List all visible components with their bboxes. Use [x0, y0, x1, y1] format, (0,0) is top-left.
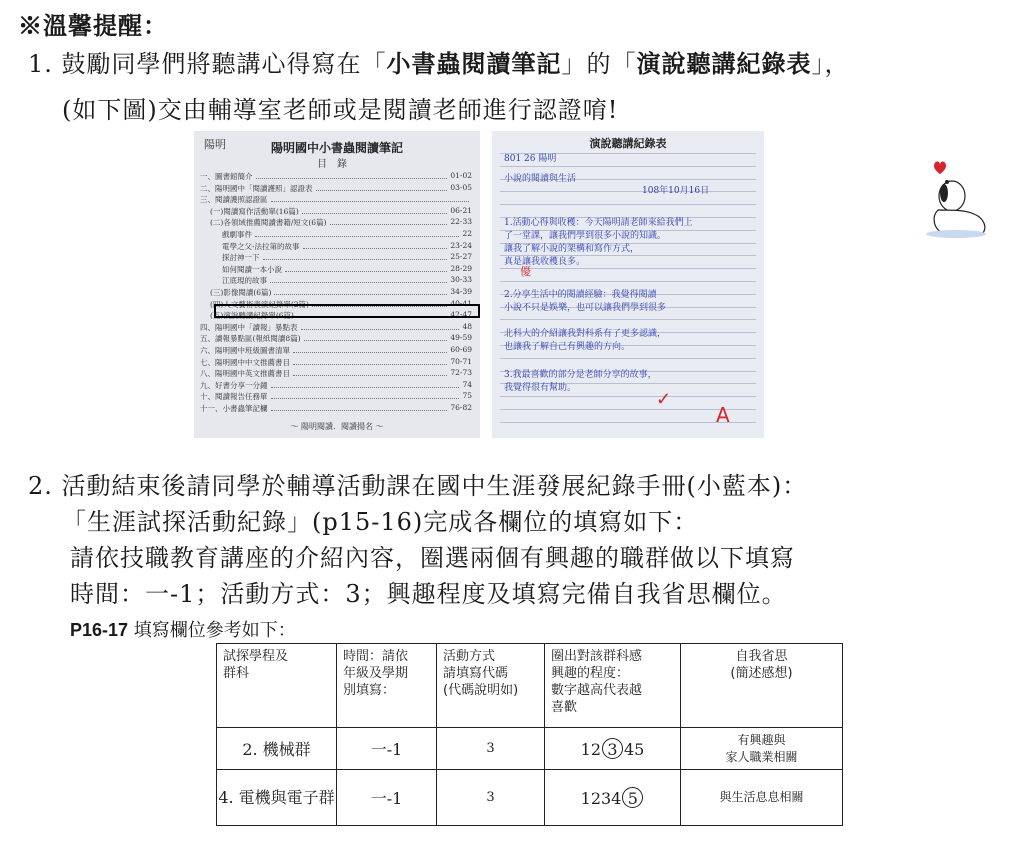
index-entry-pages: 03-05	[450, 182, 472, 192]
header-program: 試探學程及 群科	[217, 644, 337, 728]
handwritten-line: 北科大的介紹讓我對科系有了更多認識，	[504, 329, 667, 339]
leader-dots	[303, 241, 448, 249]
leader-dots	[301, 322, 460, 330]
circled-choice: 5	[622, 787, 643, 808]
index-entry-label: 十一、小書蟲筆記欄	[200, 404, 268, 413]
table-header-row	[217, 644, 843, 728]
notice-item-2-line-2: 「生涯試探活動紀錄」(p15-16)完成各欄位的填寫如下：	[62, 508, 699, 536]
header-reflection: 自我省思 (簡述感想)	[681, 644, 843, 728]
leader-dots	[274, 287, 447, 295]
index-entry	[200, 252, 472, 263]
leader-dots	[293, 357, 447, 365]
index-entry	[200, 275, 472, 286]
index-entry-label: 九、好書分享一分鐘	[200, 380, 268, 390]
index-entry-label: 電學之父-法拉第的故事	[222, 241, 300, 251]
header-method: 活動方式 請填寫代碼 (代碼說明如)	[437, 644, 545, 728]
leader-dots	[270, 275, 447, 283]
ruled-line	[500, 268, 756, 269]
index-entry	[200, 333, 472, 344]
cell-reflection: 與生活息息相關	[681, 770, 843, 826]
cell-program: 4. 電機與電子群	[217, 770, 337, 826]
cell-time: 一-1	[337, 770, 437, 826]
index-entry-pages: 74	[462, 379, 472, 389]
check-mark: ✓	[656, 389, 672, 410]
cell-interest: 1234 5	[545, 770, 681, 826]
index-entry-pages: 40-41	[450, 298, 472, 308]
index-entry-pages: 01-02	[450, 171, 472, 180]
index-entry-label: 三、閱讀護照認證區	[200, 195, 268, 205]
header-interest: 圈出對該群科感 興趣的程度： 數字越高代表越 喜歡	[545, 644, 681, 728]
index-entry-label: 二、陽明國中「閱讀護照」認證表	[200, 183, 313, 193]
leader-dots	[271, 194, 470, 202]
highlight-box	[214, 304, 480, 318]
handwritten-line: 3.我最喜歡的部分是老師分享的故事，	[504, 370, 657, 380]
index-entry-label: (三)影像閱讀(6篇)	[210, 288, 272, 297]
index-entry	[200, 380, 472, 391]
index-entry-label: 八、陽明國中英文推薦書目	[200, 369, 290, 379]
index-entry-pages: 42-47	[450, 310, 472, 320]
index-entry	[200, 368, 472, 379]
index-entry-label: 探討神一下	[222, 253, 260, 263]
handwritten-line: 1.活動心得與收穫：今天陽明請老師來給我們上	[504, 218, 693, 228]
index-entry	[200, 322, 472, 333]
index-entry	[200, 206, 472, 217]
leader-dots	[316, 183, 448, 191]
leader-dots	[293, 368, 447, 376]
cell-method: 3	[437, 770, 545, 826]
index-entry	[200, 183, 472, 194]
notice-item-2: 2. 活動結束後請同學於輔導活動課在國中生涯發展紀錄手冊(小藍本)：	[28, 472, 808, 500]
index-entry-label: (四)人文藝術表演紀錄單(2篇)	[210, 299, 309, 309]
index-entry	[200, 391, 472, 402]
reference-text: 填寫欄位參考如下：	[128, 620, 296, 641]
cell-reflection: 有興趣與 家人職業相關	[681, 728, 843, 770]
item1-prefix: 1. 鼓勵同學們將聽講心得寫在「	[28, 50, 387, 78]
index-entry-pages: 23-24	[450, 240, 472, 250]
index-toc-label: 目錄	[317, 159, 357, 170]
circled-choice: 3	[602, 738, 623, 759]
index-entry-label: 五、讀報暴點區(報紙閱讀8篇)	[200, 334, 301, 344]
index-entry-label: (二)各領域推薦閱讀書籍/短文(6篇)	[210, 218, 327, 228]
handwritten-line: 2.分享生活中的閱讀經驗：我覺得閱讀	[504, 290, 657, 300]
leader-dots	[285, 264, 447, 272]
red-mark-good: 優	[520, 265, 531, 278]
ruled-line	[500, 204, 756, 205]
heart-icon	[934, 162, 946, 174]
index-page-photo	[194, 131, 480, 438]
grade-mark: A	[716, 403, 730, 427]
index-entry-pages: 06-21	[450, 205, 472, 215]
cell-time: 一-1	[337, 728, 437, 770]
index-entry-pages: 22-33	[450, 217, 472, 227]
index-entry-label: 六、陽明國中班級圖書清單	[200, 346, 290, 355]
index-entry-pages: 22	[462, 229, 472, 238]
notice-heading: ※溫馨提醒：	[18, 11, 168, 40]
index-entry-pages: 28-29	[450, 263, 472, 273]
notice-item-1	[28, 44, 850, 79]
index-entry	[200, 357, 472, 368]
ruled-line	[500, 396, 756, 397]
index-entry-label: 四、陽明國中「讀報」暴點表	[200, 322, 298, 332]
handwritten-line: 真是讓我收穫良多。	[504, 257, 586, 267]
ruled-line	[500, 191, 756, 192]
handwritten-line: 我覺得很有幫助。	[504, 383, 577, 393]
handwritten-line: 了一堂課，讓我們學到很多小說的知識。	[504, 231, 667, 241]
index-entry-label: 江底現的故事	[222, 276, 267, 286]
index-entry	[200, 194, 472, 205]
handwritten-line: 108年10月16日	[642, 186, 710, 196]
notice-item-1-line-2: (如下圖)交由輔導室老師或是閱讀老師進行認證唷!	[62, 96, 619, 124]
table-row	[217, 770, 843, 826]
index-title: 陽明國中小書蟲閱讀筆記	[270, 141, 403, 155]
leader-dots	[304, 333, 448, 341]
leader-dots	[330, 217, 448, 225]
leader-dots	[293, 345, 447, 353]
index-entry	[200, 217, 472, 228]
notice-item-2-line-3: 請依技職教育講座的介紹內容，圈選兩個有興趣的職群做以下填寫	[70, 544, 795, 572]
reference-caption	[70, 616, 296, 642]
leader-dots	[271, 380, 460, 388]
index-entry	[200, 264, 472, 275]
reference-table	[216, 643, 843, 826]
index-entry-label: 十、閱讀報告任務單	[200, 392, 268, 402]
index-entry-label: 如何閱讀一本小說	[222, 264, 282, 274]
index-entry-label: 七、陽明國中中文推薦書目	[200, 357, 290, 367]
index-entry-label: (一)閱讀寫作活動單(16篇)	[210, 206, 299, 216]
index-entry-label: 一、圖書館簡介	[200, 172, 253, 181]
header-time: 時間：請依 年級及學期 別填寫：	[337, 644, 437, 728]
index-footer: ～ 陽明閱讀．閱讀揚名 ～	[290, 422, 384, 431]
notebook-page-photo	[492, 131, 764, 438]
index-entry-pages: 60-69	[450, 345, 472, 354]
item1-mid: 」的「	[561, 50, 637, 78]
index-entry	[200, 287, 472, 298]
index-logo: 陽明	[204, 138, 226, 151]
index-entry-pages: 34-39	[450, 287, 472, 296]
form-name: 演說聽講紀錄表	[636, 49, 812, 78]
index-entry	[200, 403, 472, 414]
handwritten-line: 也讓我了解自己有興趣的方向。	[504, 342, 631, 352]
book-name: 小書蟲閱讀筆記	[386, 49, 562, 78]
notice-item-2-line-4: 時間：一-1；活動方式：3；興趣程度及填寫完備自我省思欄位。	[70, 580, 787, 608]
index-entry	[200, 171, 472, 182]
handwritten-line: 小說不只是娛樂，也可以讓我們學到很多	[504, 303, 667, 313]
index-entry-pages: 25-27	[450, 252, 472, 262]
index-entry-pages: 76-82	[450, 403, 472, 412]
cell-program: 2. 機械群	[217, 728, 337, 770]
ruled-line	[500, 281, 756, 282]
leader-dots	[271, 403, 448, 411]
index-entry-pages: 72-73	[450, 368, 472, 378]
index-entry-pages: 70-71	[450, 356, 472, 366]
index-entry-pages: 49-59	[450, 333, 472, 343]
cell-method: 3	[437, 728, 545, 770]
ruled-line	[500, 319, 756, 320]
index-entry	[200, 345, 472, 356]
index-entry-label: (五)演說聽講紀錄單(6篇)	[210, 311, 294, 321]
index-entry	[200, 241, 472, 252]
leader-dots	[255, 229, 459, 237]
snoopy-illustration	[922, 130, 990, 240]
notebook-title: 演說聽講紀錄表	[589, 137, 667, 150]
leader-dots	[263, 252, 448, 260]
ruled-line	[500, 358, 756, 359]
ruled-line	[500, 166, 756, 167]
leader-dots	[302, 206, 448, 214]
cell-interest: 12 3 45	[545, 728, 681, 770]
index-entry-label: 戲劇事件	[222, 230, 252, 239]
reference-pages: P16-17	[70, 620, 129, 640]
table-row	[217, 728, 843, 770]
index-entry-pages: 30-33	[450, 275, 472, 285]
index-entry	[200, 229, 472, 240]
leader-dots	[256, 171, 448, 179]
handwritten-line: 小說的閱讀與生活	[504, 174, 577, 184]
index-entry-pages: 75	[462, 391, 472, 401]
index-entry-pages: 48	[462, 321, 472, 331]
handwritten-line: 801 26 陽明	[504, 154, 557, 164]
leader-dots	[271, 391, 460, 399]
item1-suffix: 」，	[811, 50, 850, 78]
handwritten-line: 讓我了解小說的架構和寫作方式，	[504, 244, 640, 254]
